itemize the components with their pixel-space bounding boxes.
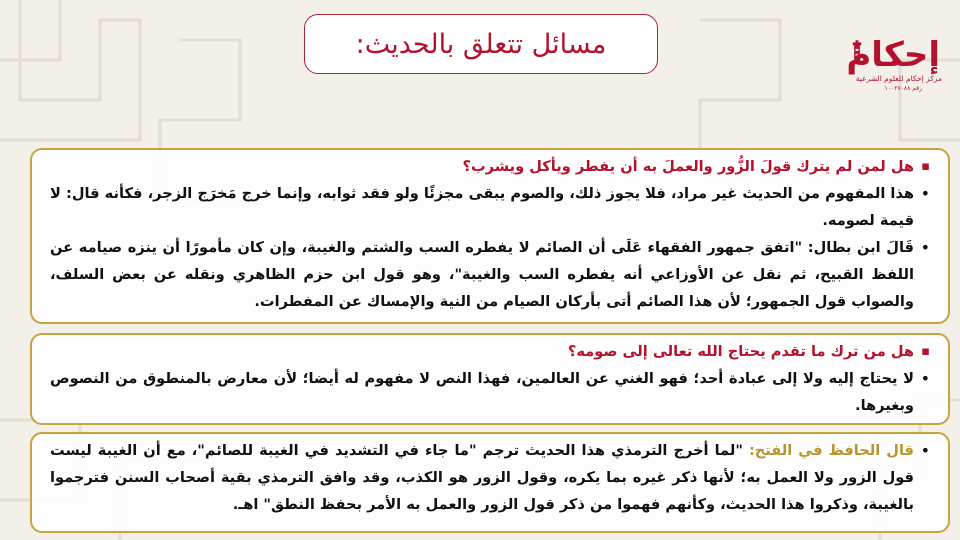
logo-line: ﺭﻗﻢ ١٠٠٢٧٠٨٨ [884, 85, 922, 92]
quote-paragraph [50, 437, 930, 518]
answer-1-bullet-2: • قَالَ ابن بطال: "اتفق جمهور الفقهاء عَلَى أن الصائم لا يفطره السب والشتم والغيبة، وإن كان مأمورًا أن ينزه صيامه عن اللفظ القبيح، ثم نقل عن الأوزاعي أنه يفطره السب والغيبة"، وهو قول ابن حزم الظاهري ونقله عن بعض السلف، والصواب قول الجمهور؛ لأن هذا الصائم أتى بأركان الصيام من النية والإمساك عن المفطرات. [50, 234, 930, 315]
title-box [304, 14, 658, 74]
answer-1-bullet-1: • هذا المفهوم من الحديث غير مراد، فلا يجوز ذلك، والصوم يبقى مجزئًا ولو فقد ثوابه، وإنما خرج مَخرَج الزجر، فكأنه قال: لا قيمة لصومه. [50, 180, 930, 234]
question-1: ▪ هل لمن لم يترك قولَ الزُّور والعملَ به أن يفطر ويأكل ويشرب؟ [50, 153, 930, 180]
logo [838, 26, 948, 100]
page-title: مسائل تتعلق بالحديث: [355, 28, 607, 60]
quote-text: "لما أخرج الترمذي هذا الحديث ترجم "ما جاء في التشديد في الغيبة للصائم"، مع أن الغيبة ليست قول الزور ولا العمل به؛ لأنها ذكر غيره بما يكره، وقول الزور هو الكذب، وقد وافق الترمذي بقية أصحاب السنن فترجموا بالغيبة، وذكروا هذا الحديث، وكأنهم فهموا من ذكر قول الزور والعمل به الأمر بحفظ النطق" اهـ. [50, 442, 914, 513]
quote-lead: قال الحافظ في الفتح: [748, 442, 914, 459]
logo-wordmark: إحكام [846, 35, 940, 75]
section-panel-1 [30, 148, 950, 324]
logo-subtitle: مركز إحكام للعلوم الشرعية [855, 74, 942, 83]
question-2: ▪ هل من ترك ما تقدم يحتاج الله تعالى إلى صومه؟ [50, 338, 930, 365]
answer-2-bullet-1: • لا يحتاج إليه ولا إلى عبادة أحد؛ فهو الغني عن العالمين، فهذا النص لا مفهوم له أيضا؛ لأن معارض بالمنطوق من النصوص وبغيرها. [50, 365, 930, 419]
section-panel-2 [30, 333, 950, 425]
section-panel-3 [30, 432, 950, 533]
